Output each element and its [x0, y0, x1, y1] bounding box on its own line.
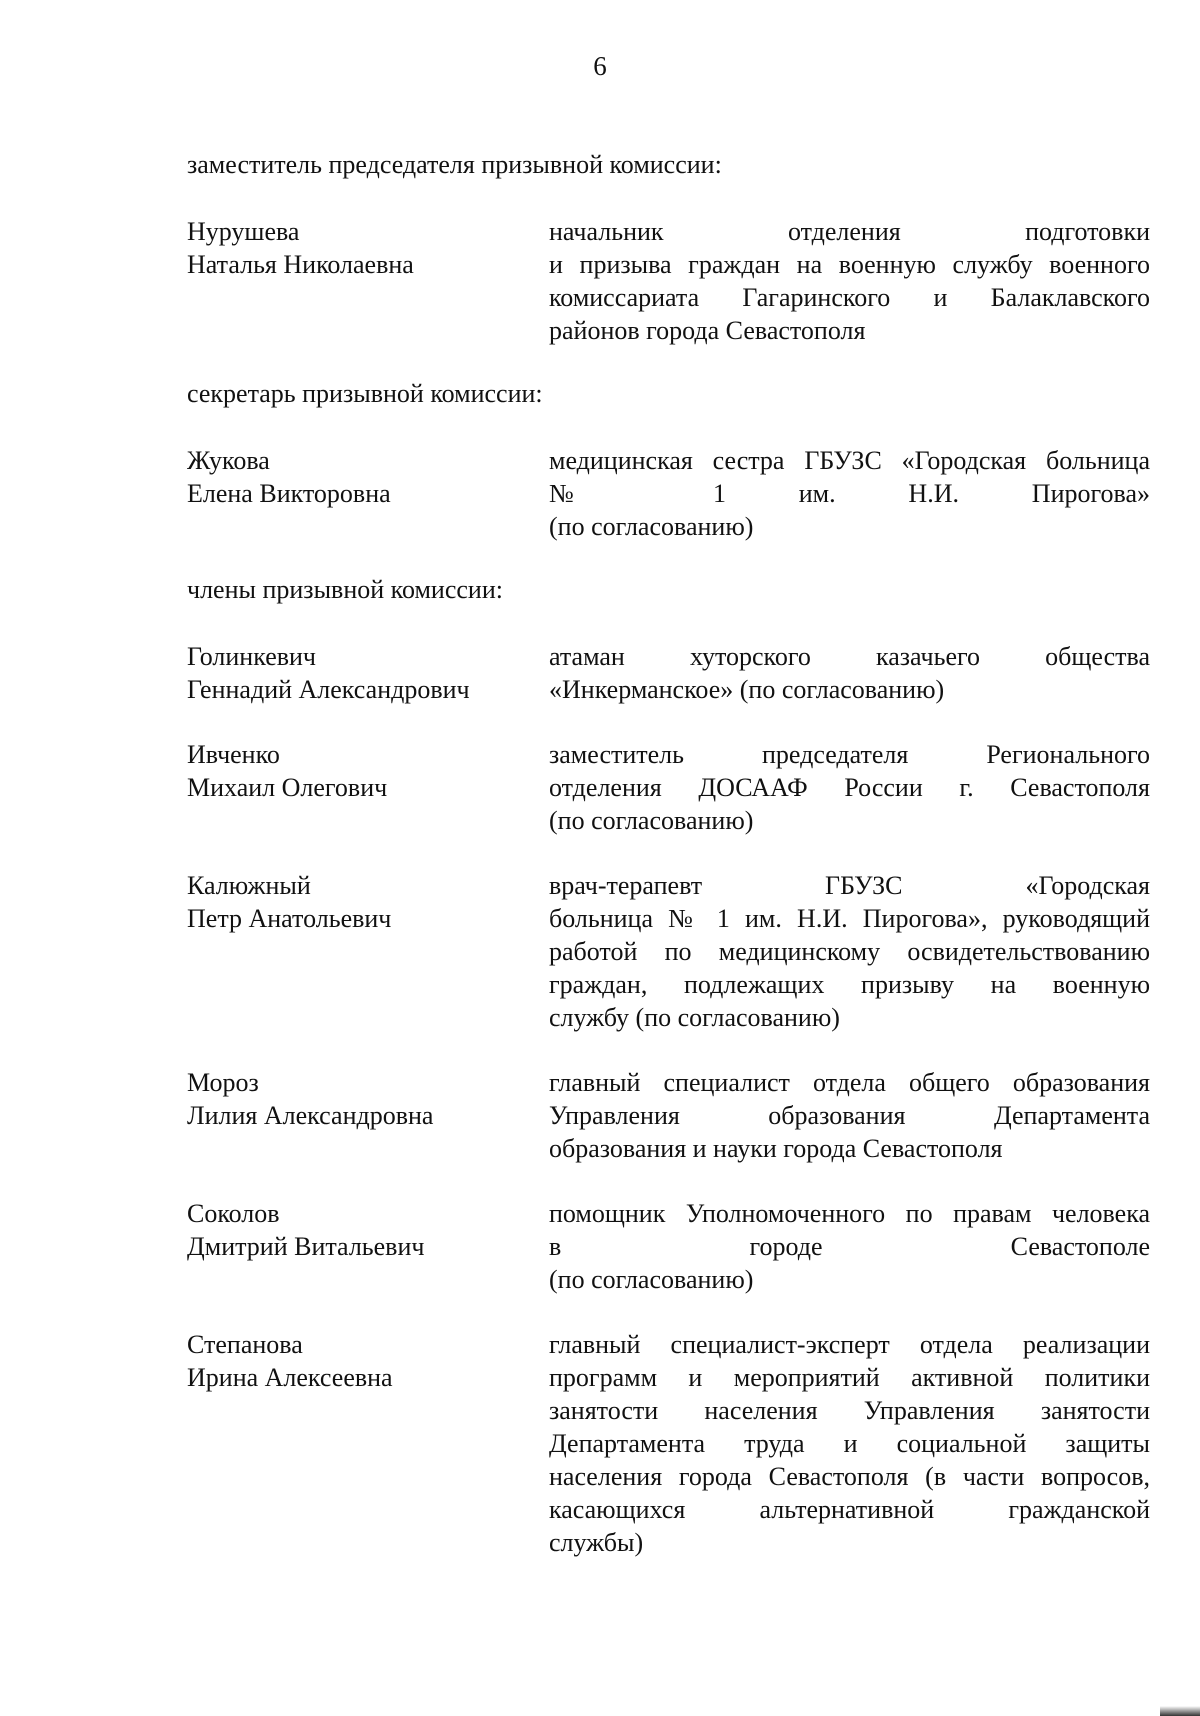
member-surname: Мороз [187, 1068, 259, 1097]
member-surname: Ивченко [187, 740, 280, 769]
member-given-names: Ирина Алексеевна [187, 1363, 393, 1392]
member-role [549, 640, 1150, 706]
member-name [187, 215, 549, 347]
role-line: образования и науки города Севастополя [549, 1134, 1003, 1163]
member-role [549, 1328, 1150, 1559]
section-heading-members: члены призывной комиссии: [187, 575, 503, 604]
member-role [549, 1066, 1150, 1165]
member-given-names: Дмитрий Витальевич [187, 1232, 425, 1261]
role-line: и призыва граждан на военную службу военного [549, 250, 1150, 279]
role-line: Департамента труда и социальной защиты [549, 1429, 1150, 1458]
member-surname: Нурушева [187, 217, 300, 246]
member-entry [187, 1328, 1150, 1559]
member-given-names: Михаил Олегович [187, 773, 388, 802]
member-name [187, 444, 549, 543]
role-line: начальник отделения подготовки [549, 217, 1150, 246]
role-line: заместитель председателя Регионального [549, 740, 1150, 769]
member-role [549, 738, 1150, 837]
role-line: занятости населения Управления занятости [549, 1396, 1150, 1425]
role-line: помощник Уполномоченного по правам человека [549, 1199, 1150, 1228]
role-line: врач-терапевт ГБУЗС «Городская [549, 871, 1150, 900]
role-line: главный специалист-эксперт отдела реализации [549, 1330, 1150, 1359]
role-line: больница № 1 им. Н.И. Пирогова», руководящий [549, 904, 1150, 933]
member-given-names: Лилия Александровна [187, 1101, 434, 1130]
member-surname: Жукова [187, 446, 270, 475]
member-given-names: Елена Викторовна [187, 479, 391, 508]
role-line: касающихся альтернативной гражданской [549, 1495, 1150, 1524]
role-line: (по согласованию) [549, 806, 754, 835]
role-line: службы) [549, 1528, 644, 1557]
member-name [187, 738, 549, 837]
page-number: 6 [593, 51, 607, 81]
role-line: программ и мероприятий активной политики [549, 1363, 1150, 1392]
member-name [187, 1066, 549, 1165]
scan-edge-mark [1160, 1706, 1200, 1716]
member-given-names: Наталья Николаевна [187, 250, 414, 279]
role-line: населения города Севастополя (в части вопросов, [549, 1462, 1150, 1491]
member-surname: Степанова [187, 1330, 303, 1359]
member-surname: Голинкевич [187, 642, 316, 671]
member-given-names: Петр Анатольевич [187, 904, 392, 933]
member-role [549, 1197, 1150, 1296]
role-line: «Инкерманское» (по согласованию) [549, 675, 945, 704]
member-surname: Соколов [187, 1199, 280, 1228]
section-heading-deputy-chair: заместитель председателя призывной комиссии: [187, 150, 722, 179]
role-line: районов города Севастополя [549, 316, 866, 345]
member-role [549, 215, 1150, 347]
member-role [549, 869, 1150, 1034]
member-name [187, 1197, 549, 1296]
role-line: атаман хуторского казачьего общества [549, 642, 1150, 671]
member-entry [187, 640, 1150, 706]
member-given-names: Геннадий Александрович [187, 675, 470, 704]
role-line: главный специалист отдела общего образования [549, 1068, 1150, 1097]
role-line: Управления образования Департамента [549, 1101, 1150, 1130]
member-entry [187, 869, 1150, 1034]
member-entry [187, 215, 1150, 347]
role-line: в городе Севастополе [549, 1232, 1150, 1261]
member-entry [187, 444, 1150, 543]
role-line: (по согласованию) [549, 512, 754, 541]
member-surname: Калюжный [187, 871, 311, 900]
role-line: отделения ДОСААФ России г. Севастополя [549, 773, 1150, 802]
role-line: (по согласованию) [549, 1265, 754, 1294]
member-entry [187, 738, 1150, 837]
member-entry [187, 1197, 1150, 1296]
role-line: граждан, подлежащих призыву на военную [549, 970, 1150, 999]
role-line: медицинская сестра ГБУЗС «Городская больница [549, 446, 1150, 475]
section-heading-secretary: секретарь призывной комиссии: [187, 379, 543, 408]
member-name [187, 1328, 549, 1559]
role-line: комиссариата Гагаринского и Балаклавского [549, 283, 1150, 312]
role-line: службу (по согласованию) [549, 1003, 840, 1032]
member-entry [187, 1066, 1150, 1165]
member-name [187, 640, 549, 706]
member-name [187, 869, 549, 1034]
role-line: № 1 им. Н.И. Пирогова» [549, 479, 1150, 508]
member-role [549, 444, 1150, 543]
role-line: работой по медицинскому освидетельствованию [549, 937, 1150, 966]
commission-list [187, 148, 1150, 1591]
